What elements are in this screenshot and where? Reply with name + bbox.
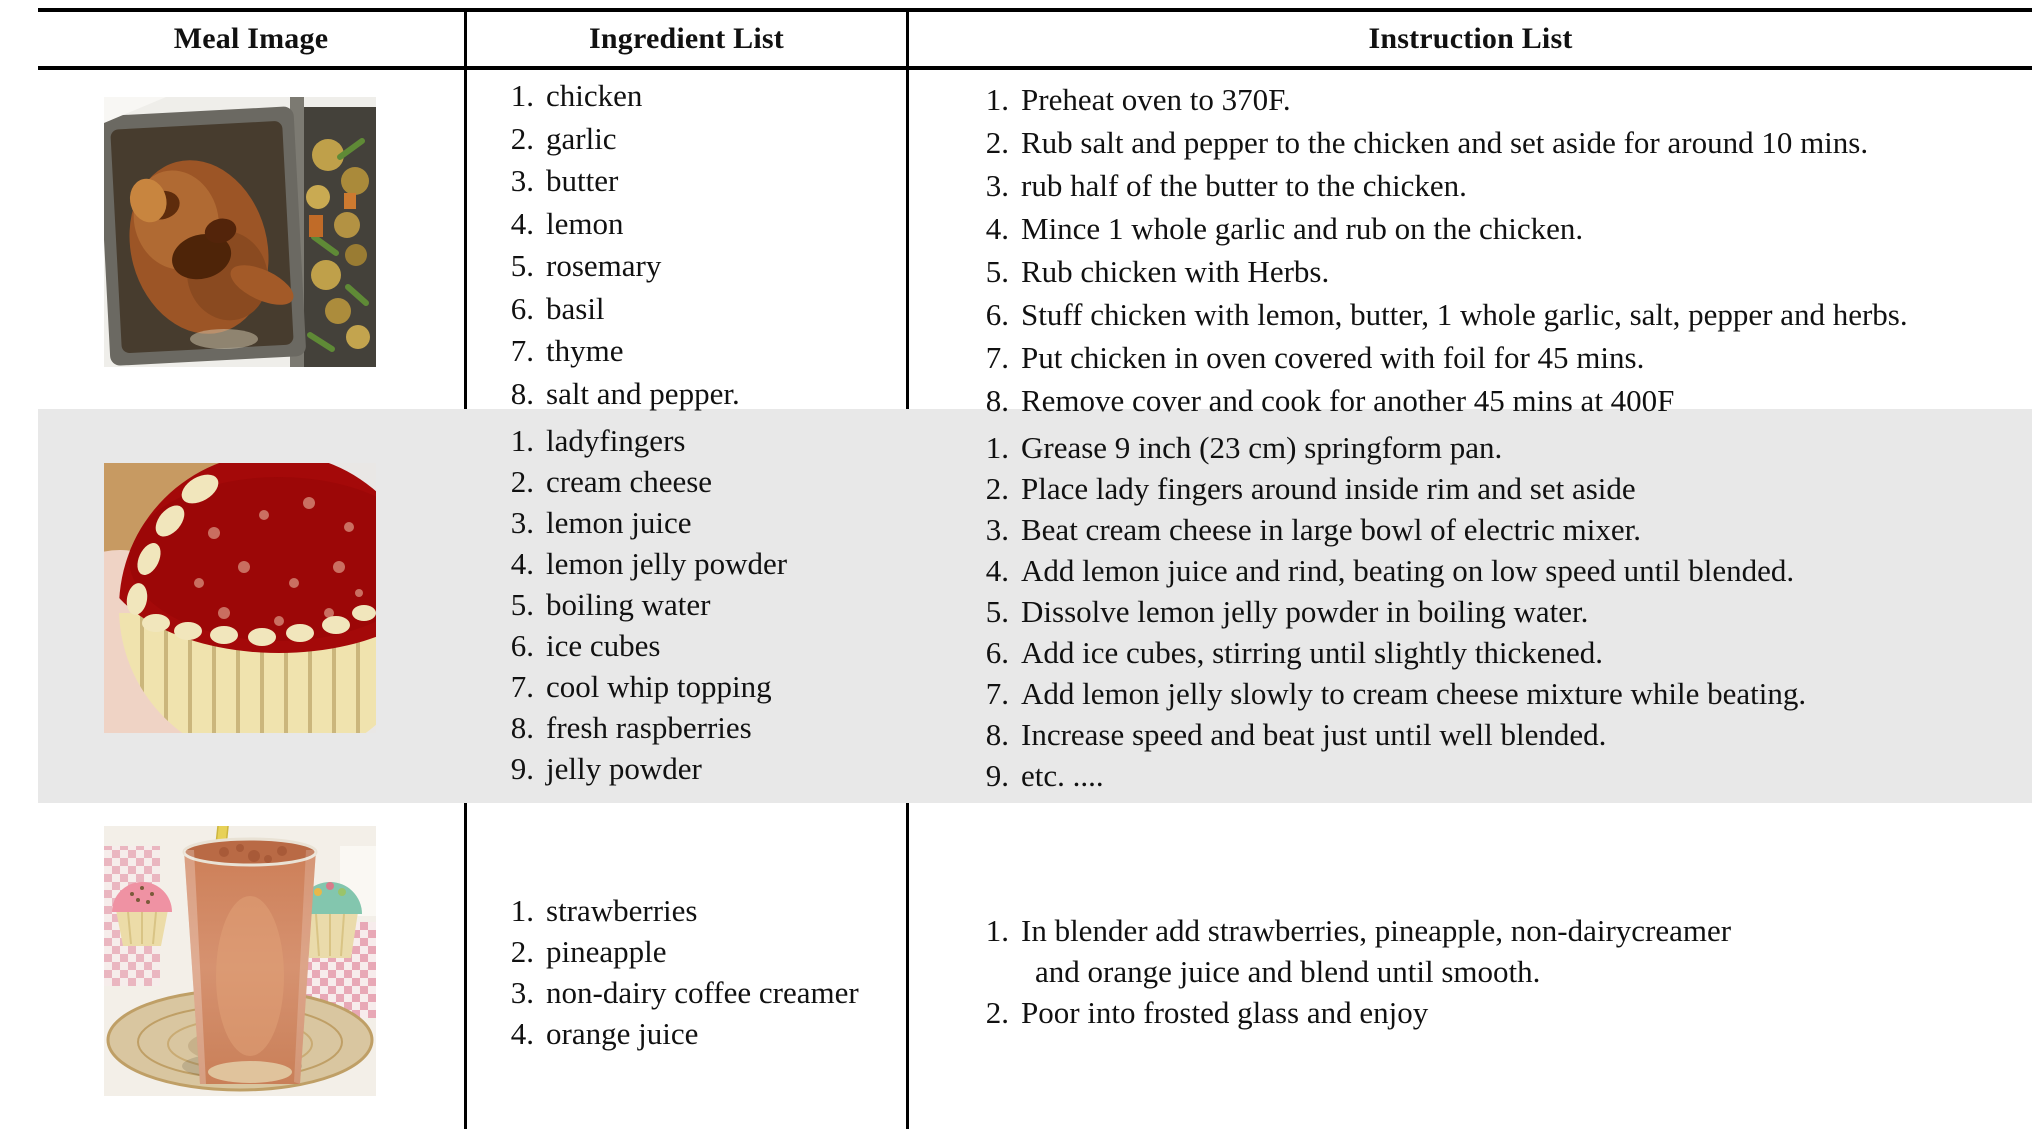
instruction-item [983,78,2028,121]
ingredient-item-number: 7. [510,333,534,368]
recipe-row [0,409,2032,803]
instruction-item-number: 1. [985,913,1009,948]
ingredient-item [508,1013,900,1054]
ingredient-item-number: 8. [510,710,534,745]
instruction-item [983,509,2028,550]
ingredient-item [508,203,900,246]
instruction-item-text: Stuff chicken with lemon, butter, 1 whole garlic, salt, pepper and herbs. [1021,297,1908,332]
instruction-item-number: 7. [985,676,1009,711]
ingredient-item [508,666,900,707]
instruction-item-text: Add lemon juice and rind, beating on low speed until blended. [1021,553,1795,588]
ingredient-item-text: orange juice [546,1016,699,1051]
instructions-cell [983,78,2028,422]
ingredient-item-number: 6. [510,290,534,326]
instruction-item-number: 3. [985,168,1009,203]
meal-image-fruit-smoothie [104,826,376,1096]
ingredient-item-text: strawberries [546,893,698,928]
ingredient-item-text: ice cubes [546,628,661,663]
instruction-item [983,250,2028,293]
instruction-item [983,550,2028,591]
instruction-item-number: 2. [985,471,1009,506]
ingredients-cell [508,75,900,415]
column-header-meal-image: Meal Image [173,22,329,55]
ingredient-item-number: 5. [510,248,534,283]
ingredient-item [508,75,900,118]
ingredient-item-number: 3. [510,163,534,198]
instruction-item [983,673,2028,714]
roast-chicken-illustration [104,97,376,367]
instruction-item [983,164,2028,207]
instruction-item-text: Put chicken in oven covered with foil for 45 mins. [1021,340,1645,375]
ingredient-item [508,160,900,203]
instruction-item-text: rub half of the butter to the chicken. [1021,168,1467,203]
instruction-item [983,336,2028,379]
ingredient-item-number: 2. [510,120,534,156]
instruction-item-number: 1. [985,82,1009,117]
instruction-item-number: 4. [985,211,1009,246]
ingredient-item-number: 9. [510,751,534,786]
instruction-item-text: Increase speed and beat just until well blended. [1021,717,1607,752]
ingredient-item-text: basil [546,290,605,326]
ingredient-item-number: 7. [510,669,534,704]
column-header-ingredient-list: Ingredient List [589,22,784,55]
instruction-item-text: Poor into frosted glass and enjoy [1021,995,1429,1030]
ingredient-item-text: boiling water [546,587,711,622]
ingredient-item-text: rosemary [546,248,662,283]
ingredient-item [508,543,900,584]
ingredient-item-number: 2. [510,934,534,969]
instruction-item [983,910,2028,992]
instruction-item [983,992,2028,1033]
instruction-item-text: Mince 1 whole garlic and rub on the chicken. [1021,211,1584,246]
ingredient-item-number: 8. [510,375,534,411]
ingredient-item-text: lemon [546,205,624,241]
instruction-item-text: Grease 9 inch (23 cm) springform pan. [1021,430,1503,465]
ingredient-item-number: 4. [510,205,534,241]
ingredient-item [508,118,900,161]
instruction-item-text: In blender add strawberries, pineapple, non-dairycreamer and orange juice and blend until smooth. [1021,910,1731,992]
instruction-item [983,632,2028,673]
meal-image-roast-chicken [104,97,376,367]
ingredient-item-number: 3. [510,505,534,540]
ingredient-item-text: chicken [546,78,643,113]
ingredient-item [508,420,900,461]
ingredient-item-number: 2. [510,464,534,499]
ingredient-item-number: 1. [510,423,534,458]
meal-image-raspberry-cheesecake [104,463,376,733]
ingredient-item [508,584,900,625]
ingredient-item-text: lemon jelly powder [546,546,788,581]
ingredient-item-text: fresh raspberries [546,710,752,745]
instruction-item-text: Rub salt and pepper to the chicken and set aside for around 10 mins. [1021,125,1869,160]
ingredient-item-text: pineapple [546,934,667,969]
instruction-item-text: Place lady fingers around inside rim and set aside [1021,471,1636,506]
ingredient-item-text: cool whip topping [546,669,772,704]
instruction-item-text: etc. .... [1021,758,1104,793]
ingredient-item-number: 4. [510,1016,534,1051]
instruction-item [983,714,2028,755]
instruction-item [983,121,2028,164]
instructions-cell [983,910,2028,1033]
fruit-smoothie-illustration [104,826,376,1096]
ingredient-item [508,330,900,373]
recipe-row [0,803,2032,1129]
instruction-item [983,293,2028,336]
instruction-item [983,207,2028,250]
ingredient-item [508,502,900,543]
ingredient-item [508,288,900,331]
raspberry-cheesecake-illustration [104,463,376,733]
ingredient-item [508,931,900,972]
instruction-item-continuation: and orange juice and blend until smooth. [1035,954,1541,989]
ingredient-item-number: 4. [510,546,534,581]
ingredient-item-text: cream cheese [546,464,713,499]
instruction-item-number: 3. [985,512,1009,547]
column-header-instruction-list: Instruction List [1368,22,1573,55]
instruction-item-number: 5. [985,254,1009,289]
instruction-item-text: Add ice cubes, stirring until slightly thickened. [1021,635,1604,670]
instruction-item-text: Remove cover and cook for another 45 mins at 400F [1021,383,1675,418]
ingredient-item [508,890,900,931]
instruction-item-number: 8. [985,717,1009,752]
instruction-item [983,591,2028,632]
instruction-item-number: 9. [985,758,1009,793]
ingredient-item-text: non-dairy coffee creamer [546,975,859,1010]
ingredient-item [508,748,900,789]
instruction-item-number: 2. [985,995,1009,1030]
instruction-item [983,755,2028,796]
instruction-item-text: Dissolve lemon jelly powder in boiling water. [1021,594,1589,629]
ingredient-item [508,625,900,666]
ingredient-item-text: salt and pepper. [546,375,740,411]
ingredient-item-number: 5. [510,587,534,622]
instruction-item-number: 1. [985,430,1009,465]
instruction-item-number: 8. [985,383,1009,418]
instruction-item-number: 6. [985,635,1009,670]
instruction-item-text: Rub chicken with Herbs. [1021,254,1330,289]
ingredient-item-number: 3. [510,975,534,1010]
recipe-row [0,70,2032,418]
ingredient-item [508,972,900,1013]
ingredient-item-text: ladyfingers [546,423,686,458]
ingredient-item-text: garlic [546,120,617,156]
ingredient-item [508,245,900,288]
instruction-item-text: Preheat oven to 370F. [1021,82,1291,117]
instruction-item-number: 6. [985,297,1009,332]
instruction-item-number: 7. [985,340,1009,375]
ingredient-item-text: lemon juice [546,505,692,540]
ingredient-item-text: jelly powder [546,751,702,786]
ingredient-item [508,707,900,748]
instruction-item-text: Beat cream cheese in large bowl of electric mixer. [1021,512,1641,547]
ingredient-item [508,461,900,502]
ingredient-item-number: 1. [510,893,534,928]
instruction-item-number: 5. [985,594,1009,629]
instruction-item [983,427,2028,468]
ingredient-item-text: butter [546,163,619,198]
instruction-item-number: 2. [985,125,1009,160]
ingredient-item-number: 1. [510,78,534,113]
instructions-cell [983,427,2028,796]
ingredient-item-number: 6. [510,628,534,663]
ingredients-cell [508,890,900,1054]
ingredient-item-text: thyme [546,333,624,368]
instruction-item-number: 4. [985,553,1009,588]
instruction-item-text: Add lemon jelly slowly to cream cheese mixture while beating. [1021,676,1807,711]
ingredients-cell [508,420,900,789]
instruction-item [983,468,2028,509]
